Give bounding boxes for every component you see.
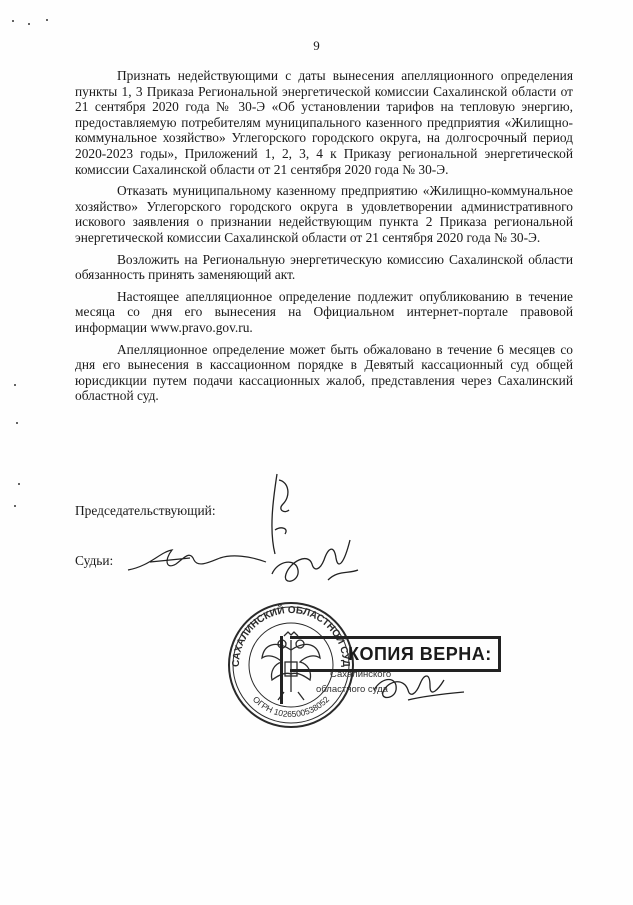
scan-artifact	[12, 20, 14, 22]
paragraph-publication: Настоящее апелляционное определение подлежит опубликованию в течение месяца со дня его вынесения на Официальном интернет-портале правовой информации www.pravo.gov.ru.	[75, 288, 573, 335]
scan-artifact	[16, 422, 18, 424]
certification-stamp: КОПИЯ ВЕРНА:	[290, 636, 501, 672]
seal-ring-text: САХАЛИНСКИЙ ОБЛАСТНОЙ СУД	[230, 604, 352, 668]
certifying-signature	[368, 660, 468, 710]
page-number: 9	[313, 38, 320, 53]
scan-artifact	[18, 483, 20, 485]
scan-artifact	[46, 19, 48, 21]
paragraph-invalidate: Признать недействующими с даты вынесения апелляционного определения пункты 1, 3 Приказа Региональной энергетической комиссии Сахалинской области от 21 сентября 2020 года № 30-Э «Об установлении тарифов на тепловую энергию, предоставляемую потребителям муниципального казенного предприятия «Жилищно-коммунальное хозяйство» Углегорского городского округа, на долгосрочный период 2020-2023 годы», Приложений 1, 2, 3, 4 к Приказу региональной энергетической комиссии Сахалинской области от 21 сентября 2020 года № 30-Э.	[75, 68, 573, 177]
scan-artifact	[28, 23, 30, 25]
certification-frame	[280, 636, 283, 704]
court-name-line-1: Сахалинского	[330, 669, 392, 680]
presiding-judge-label: Председательствующий:	[75, 503, 216, 518]
paragraph-appeal: Апелляционное определение может быть обжаловано в течение 6 месяцев со дня его вынесения в кассационном порядке в Девятый кассационный суд общей юрисдикции путем подачи кассационных жалоб, представления через Сахалинский областной суд.	[75, 341, 573, 404]
court-name-line-2: областного суда	[316, 684, 388, 695]
judge-signature-2	[268, 530, 363, 590]
seal-ogrn-text: ОГРН 1026500538052	[250, 694, 332, 720]
scan-artifact	[14, 505, 16, 507]
judge-signature-1	[120, 540, 270, 580]
paragraph-obligation: Возложить на Региональную энергетическую комиссию Сахалинской области обязанность принять заменяющий акт.	[75, 251, 573, 283]
paragraph-refuse: Отказать муниципальному казенному предприятию «Жилищно-коммунальное хозяйство» Углегорского городского округа в удовлетворении административного искового заявления о признании недействующим пункта 2 Приказа региональной энергетической комиссии Сахалинской области от 21 сентября 2020 года № 30-Э.	[75, 183, 573, 245]
ruling-text	[75, 68, 573, 410]
scan-artifact	[14, 384, 16, 386]
judges-label: Судьи:	[75, 553, 114, 568]
